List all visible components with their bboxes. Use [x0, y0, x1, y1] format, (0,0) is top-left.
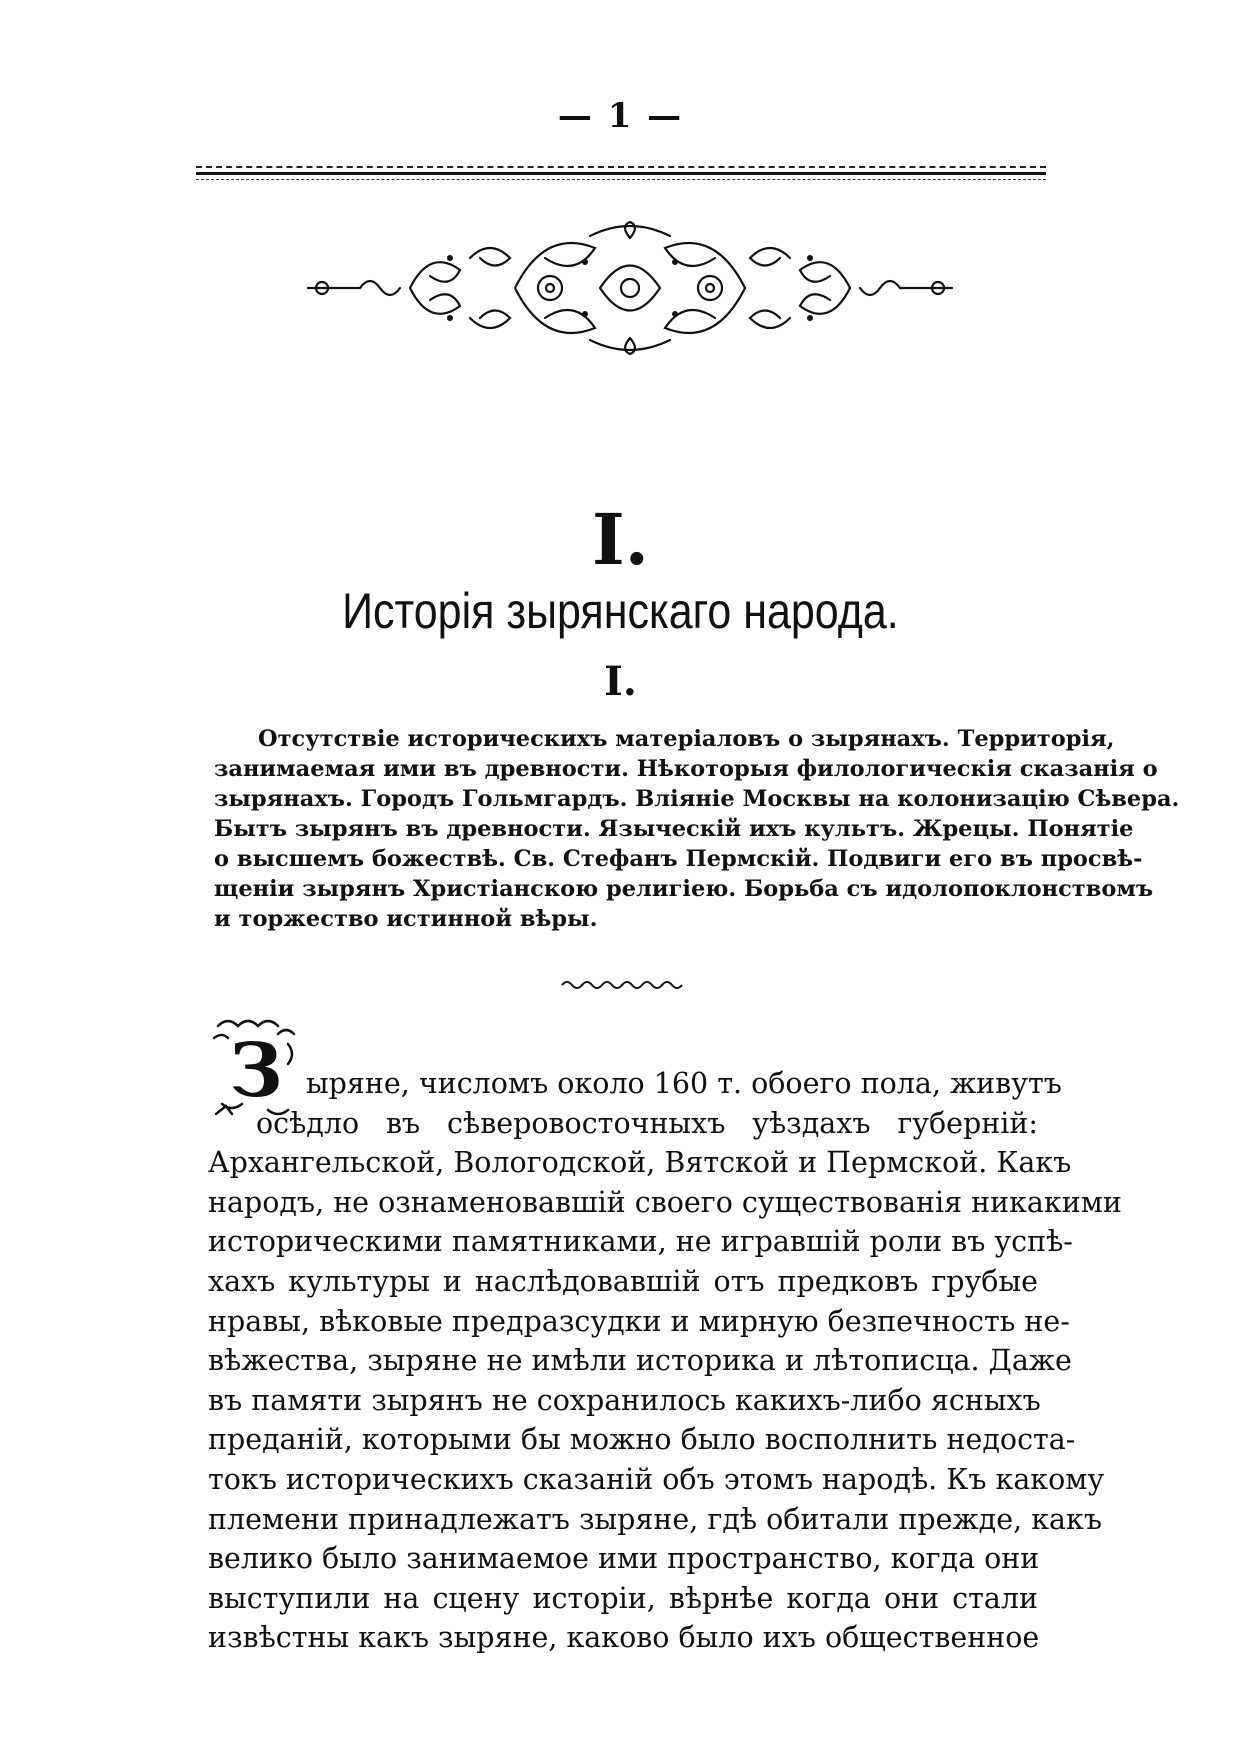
body-line: ыряне, числомъ около 160 т. обоего пола, живутъ: [306, 1067, 1062, 1100]
body-line: въ памяти зырянъ не сохранилось какихъ-либо ясныхъ: [208, 1383, 1041, 1417]
chapter-summary: [214, 724, 1180, 934]
header-rule-dashed: [196, 166, 1046, 168]
summary-line: зырянахъ. Городъ Гольмгардъ. Вліяніе Москвы на колонизацію Сѣвера.: [214, 786, 1180, 812]
chapter-numeral: I.: [604, 658, 637, 705]
page-number: — 1 —: [557, 96, 684, 136]
body-text: [208, 1064, 1122, 1658]
body-line: народъ, не ознаменовавшій своего существованія никакими: [208, 1185, 1122, 1219]
summary-line: и торжество истинной вѣры.: [214, 906, 598, 932]
body-line: извѣстны какъ зыряне, каково было ихъ общественное: [208, 1621, 1040, 1655]
wavy-line-icon: [560, 978, 684, 992]
body-line: выступили на сцену исторіи, вѣрнѣе когда они стали: [208, 1581, 1038, 1615]
summary-line: о высшемъ божествѣ. Св. Стефанъ Пермскій. Подвиги его въ просвѣ-: [214, 846, 1143, 872]
summary-line: Отсутствіе историческихъ матеріаловъ о зырянахъ. Территорія,: [258, 726, 1115, 752]
summary-line: занимаемая ими въ древности. Нѣкоторыя филологическія сказанія о: [214, 756, 1158, 782]
floral-vignette-icon: [300, 218, 960, 358]
body-line: племени принадлежатъ зыряне, гдѣ обитали прежде, какъ: [208, 1502, 1102, 1536]
body-line: Архангельской, Вологодской, Вятской и Пермской. Какъ: [208, 1146, 1072, 1180]
header-rules: [196, 166, 1046, 184]
summary-line: щеніи зырянъ Христіанскою религіею. Борьба съ идолопоклонствомъ: [214, 876, 1154, 902]
summary-line: Бытъ зырянъ въ древности. Языческій ихъ культъ. Жрецы. Понятіе: [214, 816, 1134, 842]
svg-text:З: З: [229, 1028, 283, 1114]
body-line: велико было занимаемое ими пространство, когда они: [208, 1542, 1040, 1576]
body-line: токъ историческихъ сказаній объ этомъ народѣ. Къ какому: [208, 1462, 1105, 1496]
header-rule-solid: [196, 172, 1046, 175]
body-line: хахъ культуры и наслѣдовавшій отъ предковъ грубые: [208, 1264, 1038, 1298]
body-line: историческими памятниками, не игравшій роли въ успѣ-: [208, 1225, 1073, 1259]
body-line: вѣжества, зыряне не имѣли историка и лѣтописца. Даже: [208, 1344, 1072, 1378]
header-rule-fine: [196, 179, 1046, 180]
body-line: осѣдло въ сѣверовосточныхъ уѣздахъ губерній:: [256, 1106, 1038, 1140]
body-line: преданій, которыми бы можно было восполнить недоста-: [208, 1423, 1076, 1457]
body-line: нравы, вѣковые предразсудки и мирную безпечность не-: [208, 1304, 1070, 1338]
part-numeral: I.: [591, 498, 650, 581]
page-title: Исторія зырянскаго народа.: [342, 583, 899, 639]
